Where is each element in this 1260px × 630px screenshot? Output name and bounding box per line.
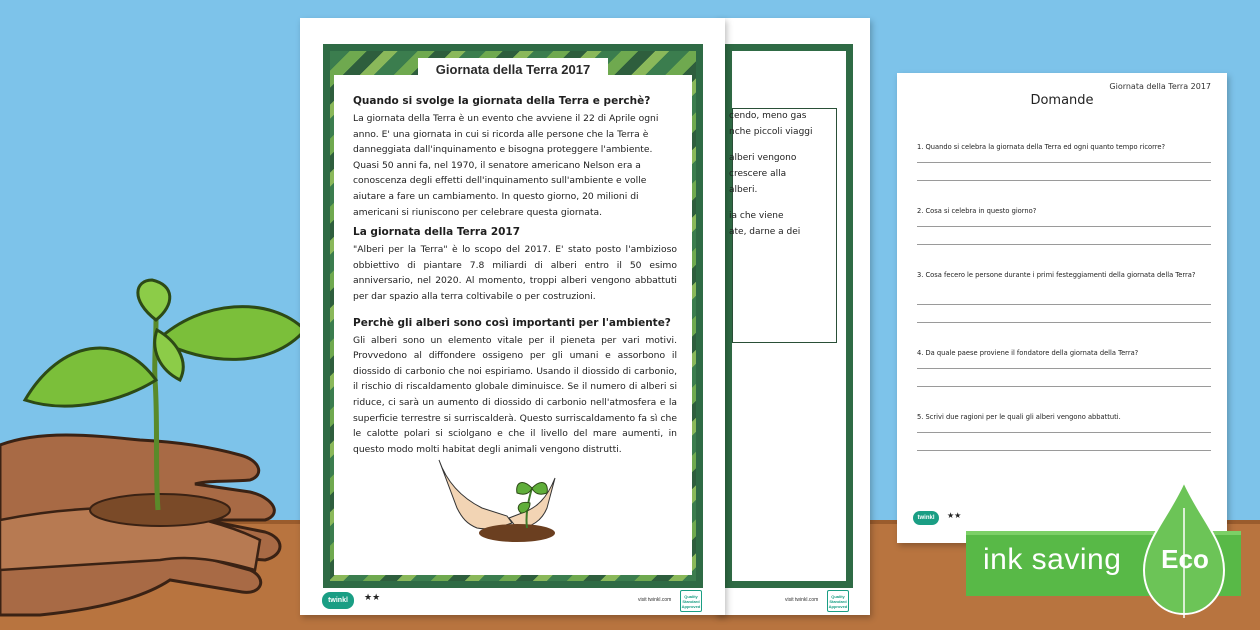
visit-link: visit twinkl.com: [638, 597, 672, 603]
question-item: 4. Da quale paese proviene il fondatore della giornata della Terra?: [917, 349, 1139, 357]
section-paragraph: La giornata della Terra è un evento che avviene il 22 di Aprile ogni anno. E' una giornata in cui si ricorda alle persone che la Terra è danneggiata dall'inquinamento e bisogna proteggere l'ambiente. Quasi 50 anni fa, nel 1970, il senatore americano Nelson era a conoscenza degli effetti dell'inquinamento sull'ambiente e volle aiutare a fare un cambiamento. In questo giorno, 20 milioni di americani si riuniscono per celebrare questa giornata.: [353, 113, 659, 218]
twinkl-logo: twinkl: [913, 511, 939, 525]
ink-saving-label: ink saving: [983, 543, 1122, 576]
answer-line: [917, 432, 1211, 433]
main-worksheet-page: [300, 18, 725, 615]
tips-text: cendo, meno gas nche piccoli viaggi alberi vengono crescere alla alberi. ia che viene ate, darne a dei: [729, 111, 813, 237]
quality-badge-icon: Quality Standard Approved: [827, 590, 849, 612]
answer-line: [917, 226, 1211, 227]
section-heading: Perchè gli alberi sono così importanti per l'ambiente?: [353, 316, 671, 329]
seedling-hands-illustration: [0, 270, 330, 630]
question-item: 2. Cosa si celebra in questo giorno?: [917, 207, 1037, 215]
quality-badge-icon: Quality Standard Approved: [680, 590, 702, 612]
visit-link: visit twinkl.com: [785, 597, 819, 603]
page-footer: [322, 590, 707, 612]
eco-label: Eco: [1161, 544, 1209, 574]
page-header: Giornata della Terra 2017: [1109, 82, 1211, 91]
section-heading: La giornata della Terra 2017: [353, 226, 521, 239]
answer-line: [917, 244, 1211, 245]
questions-page: [897, 73, 1227, 543]
page-title: Domande: [1030, 93, 1094, 108]
article-body: [353, 95, 677, 463]
section-heading: Quando si svolge la giornata della Terra e perchè?: [353, 95, 651, 107]
question-item: 5. Scrivi due ragioni per le quali gli alberi vengono abbattuti.: [917, 413, 1121, 421]
answer-line: [917, 162, 1211, 163]
planting-hands-icon: [437, 458, 557, 543]
question-item: 3. Cosa fecero le persone durante i primi festeggiamenti della giornata della Terra?: [917, 271, 1196, 279]
answer-line: [917, 322, 1211, 323]
section-paragraph: Gli alberi sono un elemento vitale per il pieneta per vari motivi. Provvedono al diffondere ossigeno per gli umani e assorbono il diossido di carbonio che noi espiriamo. Usando il diossido di carbonio, il rischio di riscaldamento globale diminuisce. Se il numero di alberi si riduce, ci sarà un aumento di diossido di carbonio nell'atmosfera e la superficie terrestre si surriscalderà. Questo surriscaldamento fa sì che le calotte polari si sciolgano e che il livello del mare aumenti, in questo modo molti habitat degli animali vengono distrutti.: [353, 334, 677, 455]
answer-line: [917, 450, 1211, 451]
question-item: 1. Quando si celebra la giornata della Terra ed ogni quanto tempo ricorre?: [917, 143, 1166, 151]
section-paragraph: "Alberi per la Terra" è lo scopo del 2017. E' stato posto l'ambizioso obbiettivo di piantare 7.8 miliardi di alberi entro il 50 esimo anniversario, nel 2020. Al momento, troppi alberi vengono abbattuti per dar spazio alla terra coltivabile o per costruzioni.: [353, 244, 677, 302]
middle-worksheet-page: [715, 18, 870, 615]
answer-line: [917, 368, 1211, 369]
answer-line: [917, 180, 1211, 181]
twinkl-logo: twinkl: [322, 592, 354, 609]
difficulty-stars: ★★: [364, 593, 381, 603]
answer-line: [917, 304, 1211, 305]
difficulty-stars: ★★: [947, 511, 962, 520]
answer-line: [917, 386, 1211, 387]
page-title: Giornata della Terra 2017: [418, 58, 608, 82]
page-footer: [715, 590, 870, 612]
